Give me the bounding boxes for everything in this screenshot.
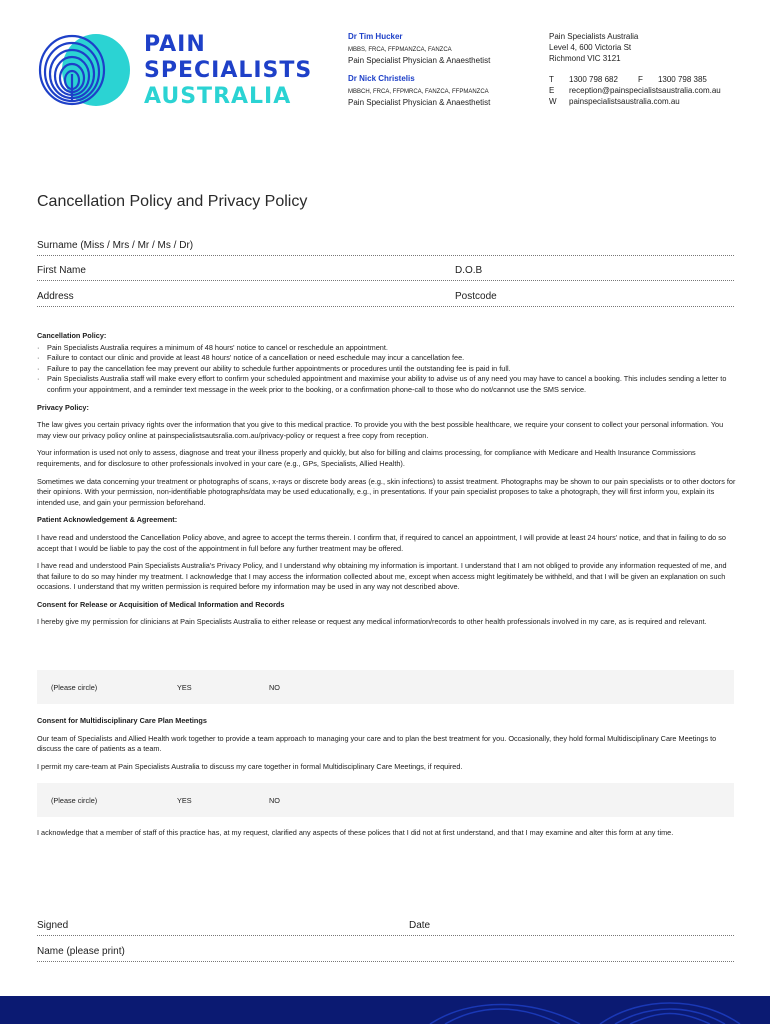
doctor-role: Pain Specialist Physician & Anaesthetist	[348, 98, 491, 107]
doctor-qualifications: MBBCH, FRCA, FFPMRCA, FANZCA, FFPMANZCA	[348, 89, 489, 95]
letterhead	[0, 0, 770, 130]
privacy-paragraph: Sometimes we data concerning your treatment or photographs of scans, x-rays or discrete body areas (e.g., skin infections) to assist treatment. Photographs may be shown to our pain specialists or to other doctors for their opinions. With your permission, non-identifiable photographs/data may be used educationally, e.g., in presentations. If your pain specialist proposes to take a photograph, they will first inform you, explain its intended use, and gain your permission beforehand.	[37, 476, 736, 507]
mdt-paragraph: Our team of Specialists and Allied Health work together to provide a team approach to managing your care and to plan the best treatment for you. Occasionally, they hold formal Multidisciplinary Care Meetings to discuss the care of patients as a team.	[37, 733, 717, 754]
acknowledgement-heading: Patient Acknowledgement & Agreement:	[37, 515, 178, 525]
privacy-heading: Privacy Policy:	[37, 402, 89, 412]
doctor-name: Dr Nick Christelis	[348, 74, 415, 83]
address-label: Address	[37, 291, 74, 302]
address-line-1: Level 4, 600 Victoria St	[549, 43, 632, 52]
footer-band	[0, 996, 770, 1024]
mdt-paragraph: I permit my care-team at Pain Specialists Australia to discuss my care together in formal Multidisciplinary Care Meetings, if required.	[37, 761, 463, 771]
surname-label: Surname (Miss / Mrs / Mr / Ms / Dr)	[37, 240, 194, 251]
list-item: · Pain Specialists Australia staff will make every effort to confirm your scheduled appointment and maximise your ability to advise us of any need you may have to cancel a booking. This includes sending a letter to confirm your appointment, and a reminder text message in the week prior to the booking, or a confirmation phone-call to those who do not/cannot use the SMS service.	[37, 374, 737, 395]
email-label: E	[549, 86, 555, 95]
acknowledgement-paragraph: I have read and understood the Cancellation Policy above, and agree to accept the terms therein. I confirm that, if required to cancel an appointment, I will provide at least 24 hours' notice, and that in failing to do so accept that I would be liable to pay the cost of the appointment in full before any further treatment may be offered.	[37, 532, 726, 553]
email-row	[549, 85, 759, 96]
signature-date-row	[37, 914, 734, 936]
please-circle-label: (Please circle)	[51, 683, 98, 692]
brand-logo	[34, 30, 314, 110]
list-item: · Failure to pay the cancellation fee may prevent our ability to schedule further appointments or procedures until the outstanding fee is paid in full.	[37, 364, 737, 375]
footer-wave-pattern	[0, 996, 770, 1024]
fax-label: F	[637, 75, 643, 84]
list-item: · Pain Specialists Australia requires a minimum of 48 hours' notice to cancel or reschedule an appointment.	[37, 343, 737, 354]
release-yes-option[interactable]: YES	[177, 683, 192, 692]
consent-release-paragraph: I hereby give my permission for clinicians at Pain Specialists Australia to either release or request any medical information/records to other health professionals involved in my care, as is required and relevant.	[37, 617, 707, 627]
signed-label: Signed	[37, 920, 69, 931]
brand-wordmark	[144, 32, 312, 110]
postcode-label: Postcode	[455, 291, 497, 302]
address-line-2: Richmond VIC 3121	[549, 54, 621, 63]
doctor-list	[348, 31, 538, 108]
acknowledgement-paragraph: I have read and understood Pain Specialists Australia's Privacy Policy, and I understand why obtaining my information is important. I understand that I am not obliged to provide any information requested of me, and that failure to do so may hinder my treatment. I acknowledge that I may access the information collected about me, except when access might legitimately be withheld, and that I will be given an explanation on such occasions. I understand that my written permission is required before my information may be used in any way not described above.	[37, 561, 727, 592]
surname-field[interactable]	[37, 234, 734, 256]
release-consent-choice	[37, 670, 734, 704]
website-row	[549, 96, 759, 107]
doctor-entry	[348, 31, 538, 66]
list-item: · Failure to contact our clinic and provide at least 48 hours' notice of a cancellation or need eschedule may incur a cancellation fee.	[37, 353, 737, 364]
phone-fax-row	[549, 74, 759, 85]
doctor-role: Pain Specialist Physician & Anaesthetist	[348, 56, 491, 65]
mdt-section	[37, 716, 737, 772]
release-no-option[interactable]: NO	[269, 683, 280, 692]
privacy-paragraph: Your information is used not only to assess, diagnose and treat your illness properly and quickly, but also for billing and claims processing, for compliance with Medicare and Health Insurance Commissions requirements, and for disclosure to other professionals involved in your care (e.g., GPs, Specialists, Allied Health).	[37, 448, 696, 468]
brand-line-3: AUSTRALIA	[144, 84, 292, 109]
cancellation-list	[37, 343, 737, 396]
privacy-paragraph: The law gives you certain privacy rights over the information that you give to this medical practice. To provide you with the best possible healthcare, we require your consent to collect your personal information. You may view our privacy policy online at painspecialistsautsralia.com.au/privacy-policy or request a free copy from reception.	[37, 420, 724, 440]
address-postcode-row	[37, 285, 734, 307]
print-name-label: Name (please print)	[37, 946, 125, 957]
name-print-row	[37, 940, 734, 962]
org-name: Pain Specialists Australia	[549, 32, 639, 41]
email-address[interactable]: reception@painspecialistsaustralia.com.au	[569, 86, 721, 95]
doctor-qualifications: MBBS, FRCA, FFPMANZCA, FANZCA	[348, 47, 452, 53]
consent-release-heading: Consent for Release or Acquisition of Medical Information and Records	[37, 599, 285, 609]
first-name-dob-row	[37, 259, 734, 281]
policy-body	[37, 331, 737, 628]
page-title: Cancellation Policy and Privacy Policy	[37, 193, 308, 210]
brand-line-1: PAIN	[144, 32, 206, 57]
doctor-name: Dr Tim Hucker	[348, 32, 403, 41]
doctor-entry	[348, 73, 538, 108]
mdt-yes-option[interactable]: YES	[177, 796, 192, 805]
phone-label: T	[549, 75, 554, 84]
final-acknowledgement	[37, 828, 737, 839]
first-name-label: First Name	[37, 265, 86, 276]
website-label: W	[549, 97, 557, 106]
brand-line-2: SPECIALISTS	[144, 58, 313, 83]
phone-number: 1300 798 682	[569, 75, 618, 84]
website-url[interactable]: painspecialistsaustralia.com.au	[569, 97, 680, 106]
mdt-no-option[interactable]: NO	[269, 796, 280, 805]
mdt-heading: Consent for Multidisciplinary Care Plan Meetings	[37, 716, 207, 725]
contact-details	[549, 31, 759, 107]
fingerprint-logo-icon	[34, 30, 134, 108]
date-label: Date	[409, 920, 431, 931]
please-circle-label: (Please circle)	[51, 796, 98, 805]
mdt-consent-choice	[37, 783, 734, 817]
dob-label: D.O.B	[455, 265, 483, 276]
cancellation-heading: Cancellation Policy:	[37, 331, 107, 340]
fax-number: 1300 798 385	[657, 75, 707, 84]
final-ack-paragraph: I acknowledge that a member of staff of this practice has, at my request, clarified any aspects of these polices that I did not at first understand, and that I may examine and alter this form at any time.	[37, 828, 674, 837]
